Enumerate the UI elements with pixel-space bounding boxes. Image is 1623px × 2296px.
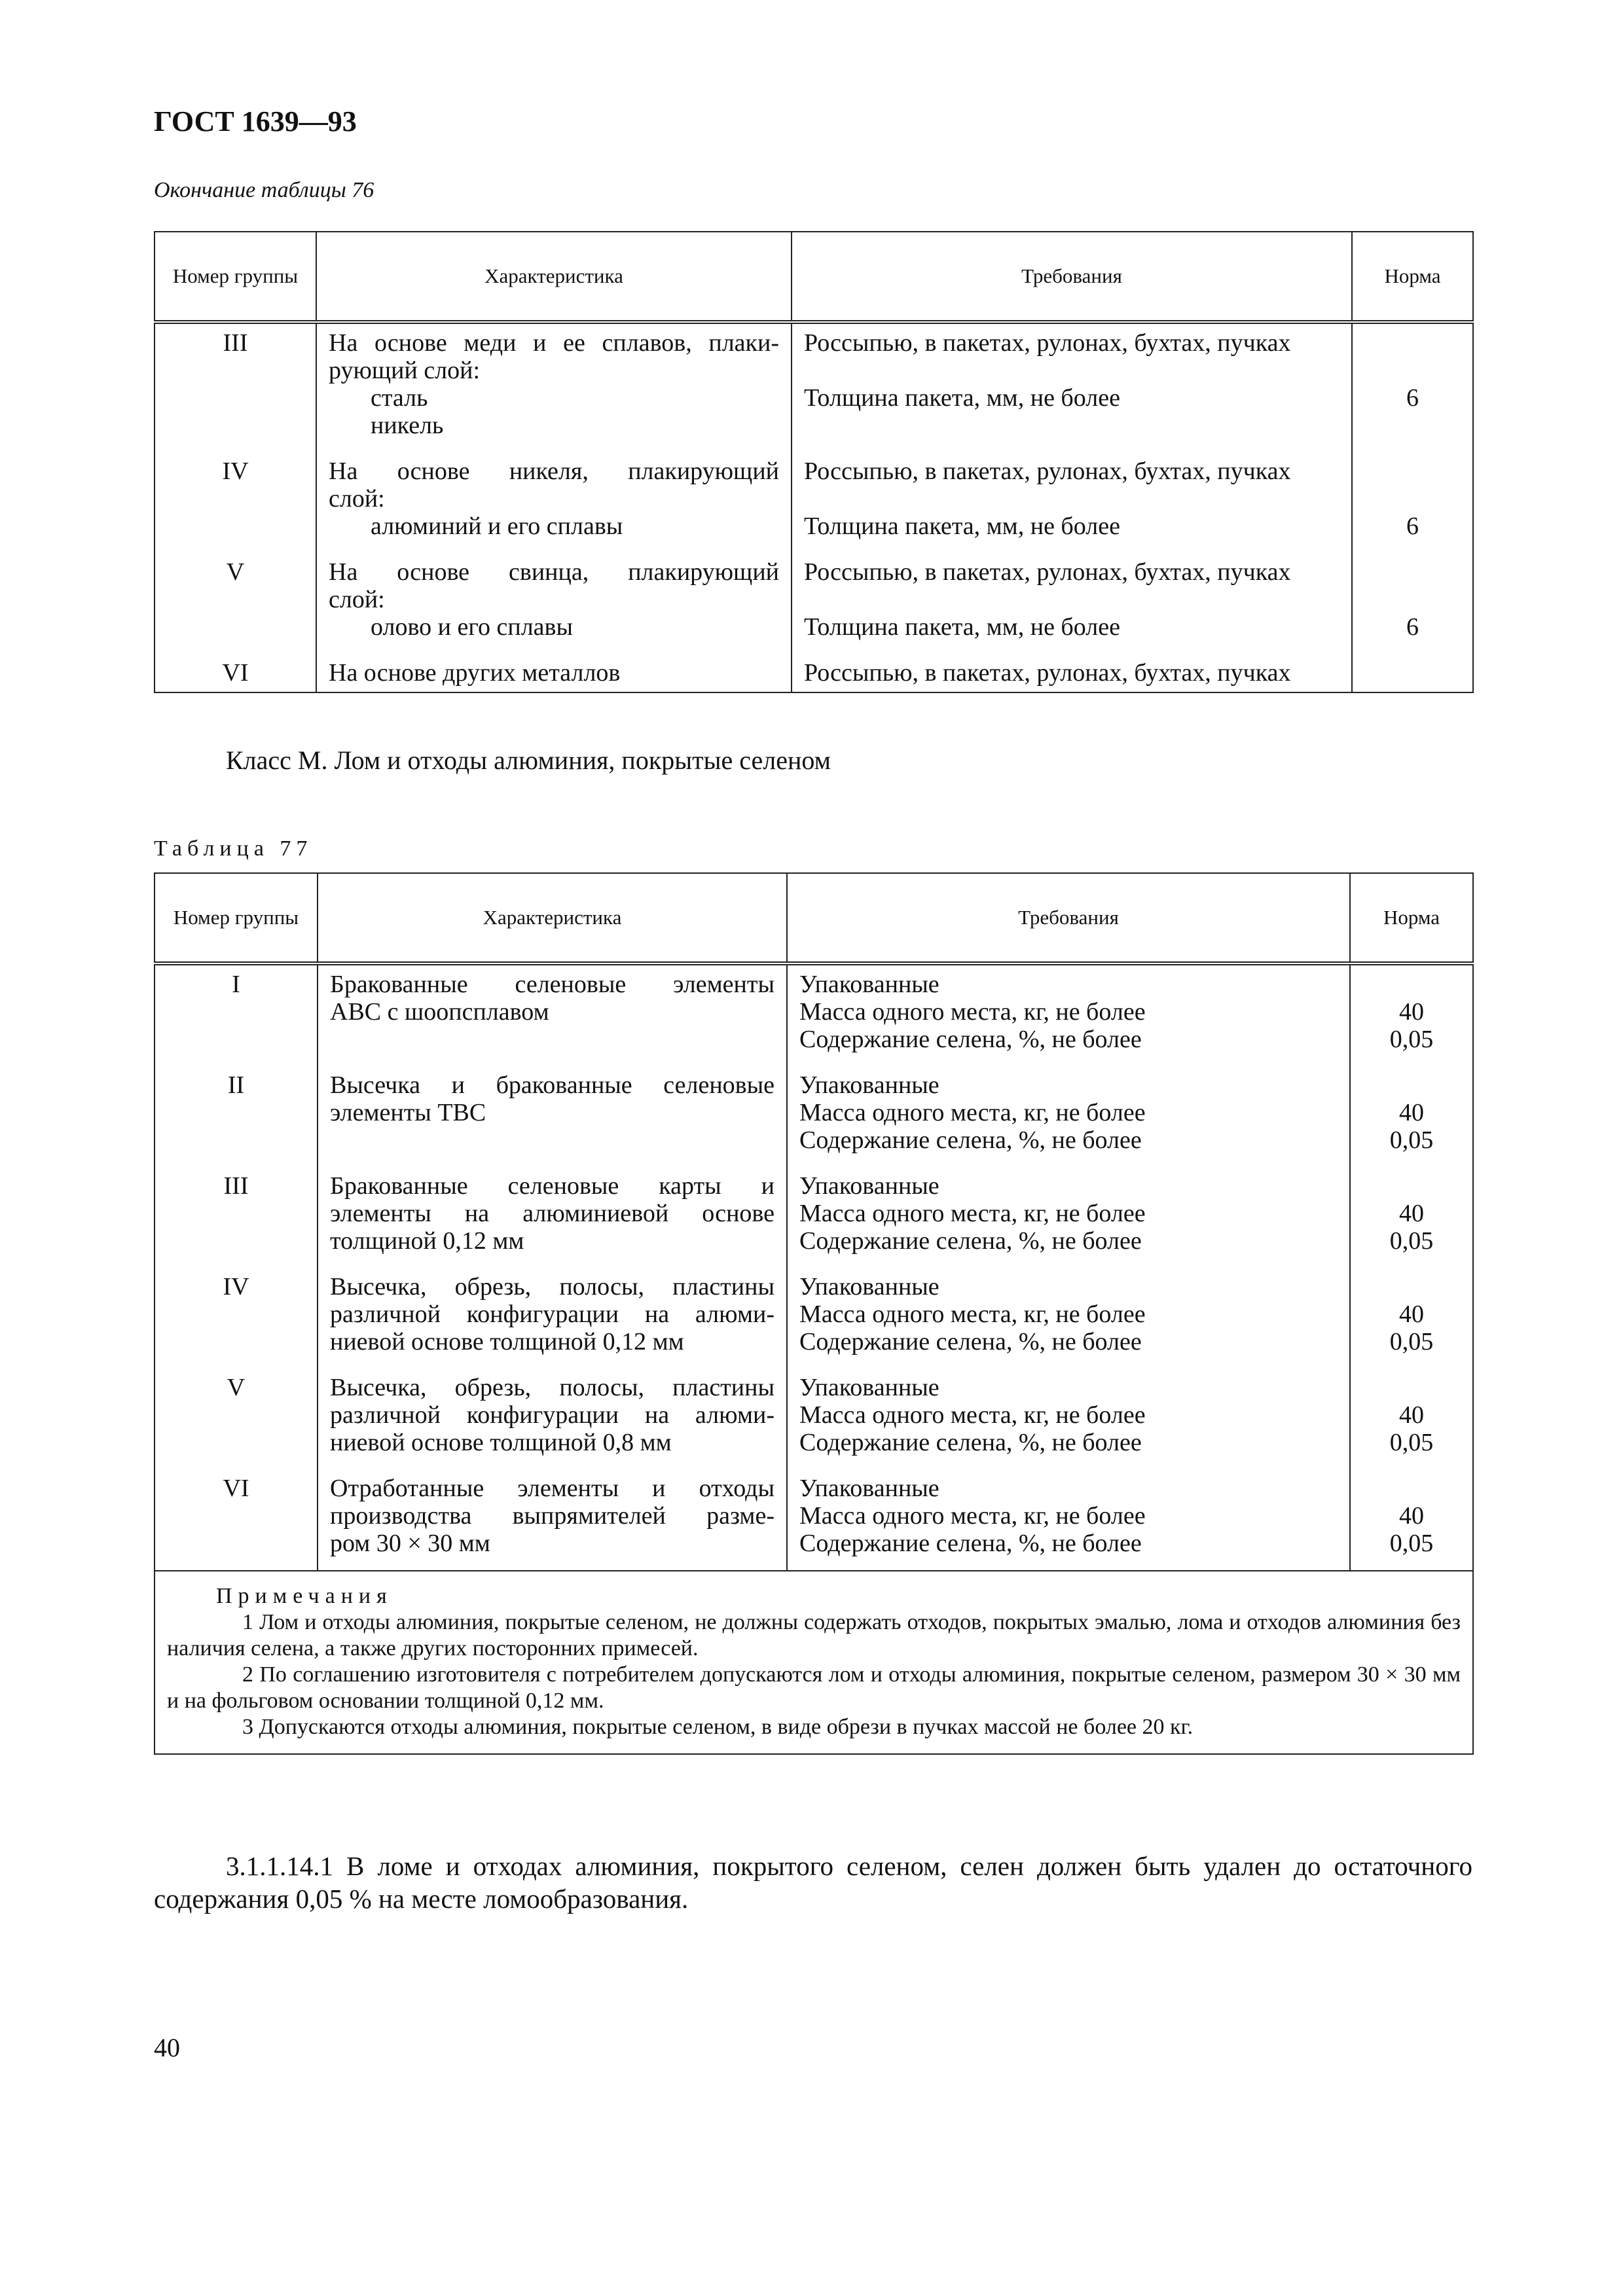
characteristic-cell: Высечка, обрезь, полосы, пластины различной конфигурации на алюми- ниевой основе толщиной 0,12 мм — [318, 1268, 787, 1369]
header-norm: Норма — [1350, 873, 1473, 963]
characteristic-cell: На основе других металлов — [316, 654, 792, 692]
table-77 — [154, 872, 1474, 1755]
norm-cell: 40 0,05 — [1350, 1066, 1473, 1167]
requirements-cell: Россыпью, в пакетах, рулонах, бухтах, пучках Толщина пакета, мм, не более — [792, 322, 1352, 452]
table-row — [155, 322, 1473, 452]
characteristic-cell: Бракованные селеновые элементы АВС с шоопсплавом — [318, 963, 787, 1066]
norm-cell: 40 0,05 — [1350, 1268, 1473, 1369]
norm-cell: 40 0,05 — [1350, 1369, 1473, 1469]
header-characteristic: Характеристика — [316, 232, 792, 322]
table-row — [155, 1469, 1473, 1571]
header-requirements: Требования — [787, 873, 1350, 963]
group-number: III — [155, 1167, 318, 1268]
characteristic-cell: Высечка, обрезь, полосы, пластины различной конфигурации на алюми- ниевой основе толщиной 0,8 мм — [318, 1369, 787, 1469]
group-number: V — [155, 553, 316, 654]
table-row — [155, 654, 1473, 692]
characteristic-cell: Высечка и бракованные селеновые элементы ТВС — [318, 1066, 787, 1167]
body-paragraph: 3.1.1.14.1 В ломе и отходах алюминия, покрытого селеном, селен должен быть удален до остаточного содержания 0,05 % на месте ломообразования. — [154, 1851, 1472, 1914]
note-1: 1 Лом и отходы алюминия, покрытые селеном, не должны содержать отходов, покрытых эмалью, лома и отходов алюминия без наличия селена, а также других посторонних примесей. — [167, 1610, 1461, 1660]
group-number: II — [155, 1066, 318, 1167]
table-row — [155, 1268, 1473, 1369]
norm-cell: 40 0,05 — [1350, 963, 1473, 1066]
requirements-cell: Упакованные Масса одного места, кг, не более Содержание селена, %, не более — [787, 1369, 1350, 1469]
norm-cell: 6 — [1352, 553, 1473, 654]
norm-cell — [1352, 654, 1473, 692]
table-76-caption: Окончание таблицы 76 — [154, 178, 374, 202]
characteristic-cell: На основе свинца, плакирующий слой: олово и его сплавы — [316, 553, 792, 654]
requirements-cell: Упакованные Масса одного места, кг, не более Содержание селена, %, не более — [787, 1469, 1350, 1571]
norm-cell: 40 0,05 — [1350, 1469, 1473, 1571]
page-number: 40 — [154, 2033, 180, 2062]
group-number: III — [155, 322, 316, 452]
requirements-cell: Упакованные Масса одного места, кг, не более Содержание селена, %, не более — [787, 963, 1350, 1066]
requirements-cell: Упакованные Масса одного места, кг, не более Содержание селена, %, не более — [787, 1066, 1350, 1167]
table-row — [155, 963, 1473, 1066]
requirements-cell: Россыпью, в пакетах, рулонах, бухтах, пучках — [792, 654, 1352, 692]
norm-cell: 6 — [1352, 322, 1473, 452]
header-requirements: Требования — [792, 232, 1352, 322]
group-number: V — [155, 1369, 318, 1469]
characteristic-cell: Отработанные элементы и отходы производства выпрямителей разме- ром 30 × 30 мм — [318, 1469, 787, 1571]
norm-cell: 6 — [1352, 452, 1473, 553]
note-2: 2 По соглашению изготовителя с потребителем допускаются лом и отходы алюминия, покрытые селеном, размером 30 × 30 мм и на фольговом основании толщиной 0,12 мм. — [167, 1662, 1461, 1713]
group-number: I — [155, 963, 318, 1066]
group-number: IV — [155, 452, 316, 553]
table-row — [155, 1167, 1473, 1268]
notes-title: Примечания — [216, 1584, 393, 1608]
class-heading: Класс М. Лом и отходы алюминия, покрытые селеном — [226, 745, 831, 775]
requirements-cell: Россыпью, в пакетах, рулонах, бухтах, пучках Толщина пакета, мм, не более — [792, 452, 1352, 553]
header-group: Номер группы — [155, 232, 316, 322]
table-76 — [154, 231, 1474, 693]
group-number: VI — [155, 654, 316, 692]
header-norm: Норма — [1352, 232, 1473, 322]
characteristic-cell: На основе никеля, плакирующий слой: алюминий и его сплавы — [316, 452, 792, 553]
document-header: ГОСТ 1639—93 — [154, 105, 357, 137]
table-77-caption: Таблица 77 — [154, 836, 313, 861]
requirements-cell: Упакованные Масса одного места, кг, не более Содержание селена, %, не более — [787, 1167, 1350, 1268]
table-row — [155, 1066, 1473, 1167]
characteristic-cell: На основе меди и ее сплавов, плаки- рующий слой: сталь никель — [316, 322, 792, 452]
notes-row — [155, 1571, 1473, 1754]
group-number: VI — [155, 1469, 318, 1571]
table-row — [155, 1369, 1473, 1469]
table-row — [155, 452, 1473, 553]
header-characteristic: Характеристика — [318, 873, 787, 963]
group-number: IV — [155, 1268, 318, 1369]
table-row — [155, 553, 1473, 654]
norm-cell: 40 0,05 — [1350, 1167, 1473, 1268]
characteristic-cell: Бракованные селеновые карты и элементы на алюминиевой основе толщиной 0,12 мм — [318, 1167, 787, 1268]
header-group: Номер группы — [155, 873, 318, 963]
notes-cell — [155, 1571, 1473, 1754]
requirements-cell: Россыпью, в пакетах, рулонах, бухтах, пучках Толщина пакета, мм, не более — [792, 553, 1352, 654]
requirements-cell: Упакованные Масса одного места, кг, не более Содержание селена, %, не более — [787, 1268, 1350, 1369]
note-3: 3 Допускаются отходы алюминия, покрытые селеном, в виде обрези в пучках массой не более 20 кг. — [242, 1715, 1194, 1739]
